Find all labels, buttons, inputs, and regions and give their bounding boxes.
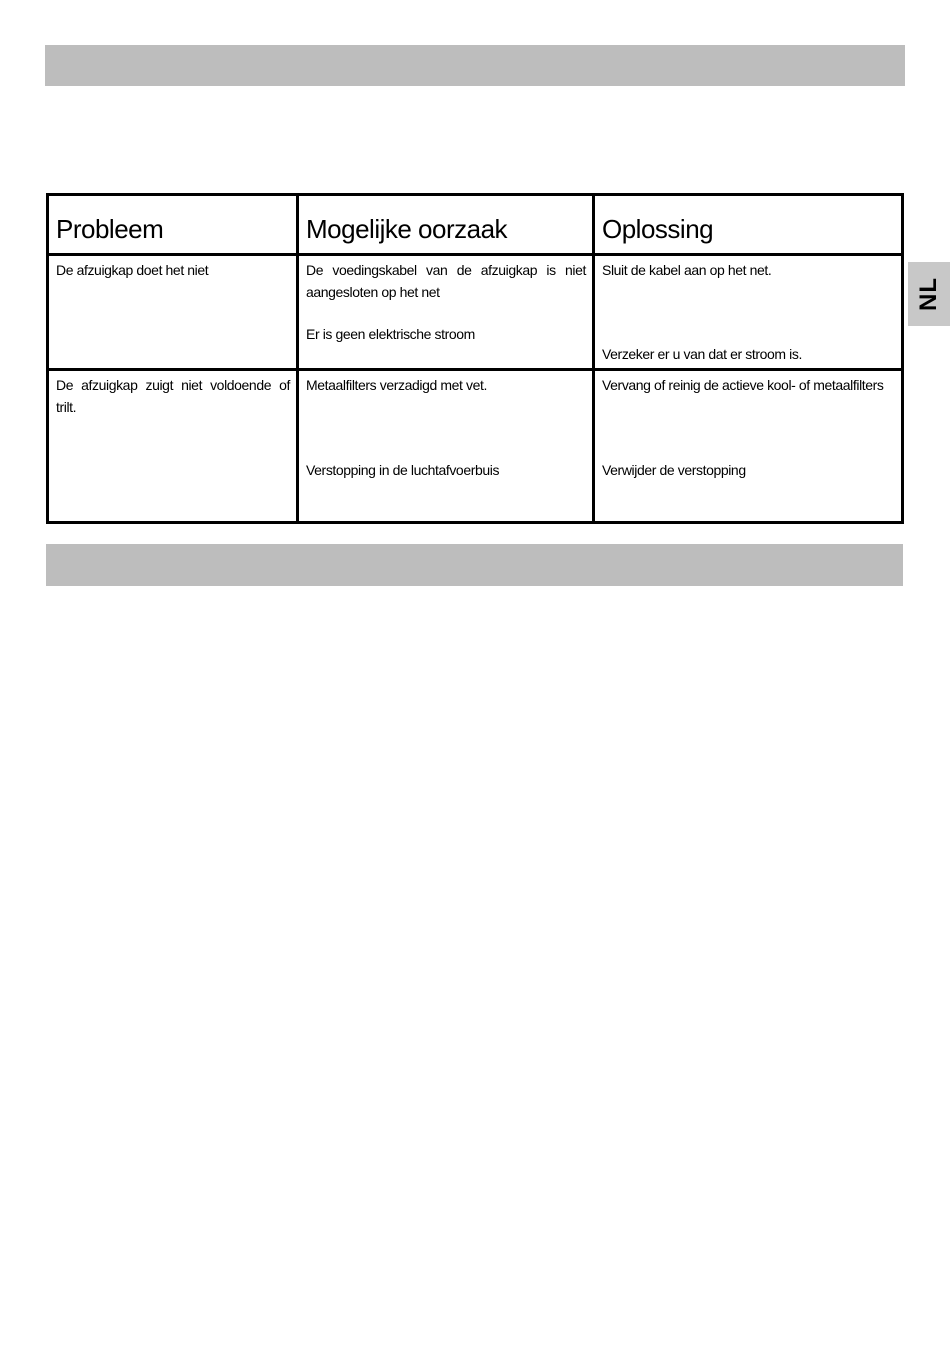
cause-cell <box>298 370 594 523</box>
cause-text: Metaalfilters verzadigd met vet. <box>306 377 487 393</box>
header-solution: Oplossing <box>594 195 903 255</box>
cause-text: Verstopping in de luchtafvoerbuis <box>306 462 500 478</box>
solution-text: Vervang of reinig de actieve kool- of metaalfilters <box>602 377 884 393</box>
language-label: NL <box>915 277 942 311</box>
cause-text: Er is geen elektrische stroom <box>306 326 475 342</box>
problem-cell <box>48 255 298 370</box>
section-header-bar-middle <box>46 544 903 586</box>
solution-text: Verwijder de verstopping <box>602 462 746 478</box>
problem-text: De afzuigkap doet het niet <box>56 262 209 278</box>
solution-cell <box>594 255 903 370</box>
solution-text: Verzeker er u van dat er stroom is. <box>602 346 802 362</box>
table-header-row <box>48 195 903 255</box>
table-row <box>48 370 903 523</box>
problem-text: De afzuigkap zuigt niet voldoende of trilt. <box>56 377 290 415</box>
solution-cell <box>594 370 903 523</box>
solution-text: Sluit de kabel aan op het net. <box>602 262 772 278</box>
troubleshooting-table <box>46 193 904 524</box>
problem-cell <box>48 370 298 523</box>
table-row <box>48 255 903 370</box>
section-header-bar-top <box>45 45 905 86</box>
cause-cell <box>298 255 594 370</box>
header-problem: Probleem <box>48 195 298 255</box>
cause-text: De voedingskabel van de afzuigkap is niet aangesloten op het net <box>306 262 586 300</box>
header-cause: Mogelijke oorzaak <box>298 195 594 255</box>
language-tab <box>908 262 950 326</box>
